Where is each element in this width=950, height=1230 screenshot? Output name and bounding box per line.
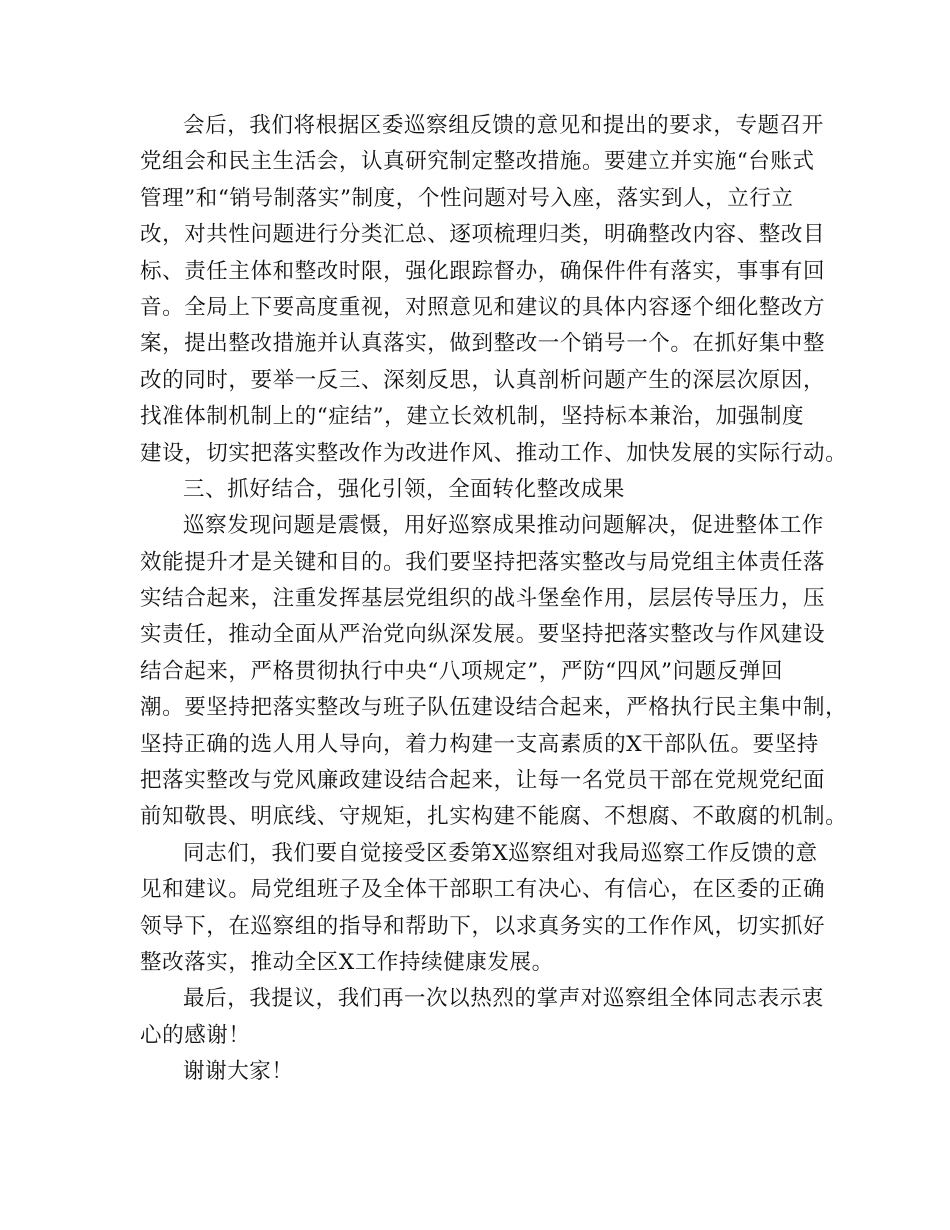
text-line: 案，提出整改措施并认真落实，做到整改一个销号一个。在抓好集中整	[140, 331, 826, 357]
text-line: 标、责任主体和整改时限，强化跟踪督办，确保件件有落实，事事有回	[140, 258, 826, 284]
text-line: 心的感谢！	[140, 1022, 251, 1048]
text-line: 改的同时，要举一反三、深刻反思，认真剖析问题产生的深层次原因，	[140, 367, 826, 393]
text-line: 见和建议。局党组班子及全体干部职工有决心、有信心，在区委的正确	[140, 877, 826, 903]
document-body	[140, 108, 848, 1091]
text-line: 巡察发现问题是震慑，用好巡察成果推动问题解决，促进整体工作	[183, 513, 824, 539]
section-heading: 三、抓好结合，强化引领，全面转化整改成果	[183, 476, 626, 502]
closing-line: 谢谢大家！	[183, 1059, 294, 1085]
text-line: 最后，我提议，我们再一次以热烈的掌声对巡察组全体同志表示衷	[183, 986, 824, 1012]
text-line: 党组会和民主生活会，认真研究制定整改措施。要建立并实施“台账式	[140, 149, 815, 175]
text-line: 管理”和“销号制落实”制度，个性问题对号入座，落实到人，立行立	[140, 185, 794, 211]
text-line: 潮。要坚持把落实整改与班子队伍建设结合起来，严格执行民主集中制，	[140, 695, 848, 721]
text-line: 实责任，推动全面从严治党向纵深发展。要坚持把落实整改与作风建设	[140, 622, 826, 648]
text-line: 改，对共性问题进行分类汇总、逐项梳理归类，明确整改内容、整改目	[140, 222, 826, 248]
text-line: 建设，切实把落实整改作为改进作风、推动工作、加快发展的实际行动。	[140, 440, 848, 466]
text-line: 坚持正确的选人用人导向，着力构建一支高素质的X干部队伍。要坚持	[140, 731, 819, 757]
text-line: 音。全局上下要高度重视，对照意见和建议的具体内容逐个细化整改方	[140, 294, 826, 320]
text-line: 领导下，在巡察组的指导和帮助下，以求真务实的工作作风，切实抓好	[140, 913, 826, 939]
text-line: 实结合起来，注重发挥基层党组织的战斗堡垒作用，层层传导压力，压	[140, 586, 826, 612]
text-line: 前知敬畏、明底线、守规矩，扎实构建不能腐、不想腐、不敢腐的机制。	[140, 804, 848, 830]
text-line: 同志们，我们要自觉接受区委第X巡察组对我局巡察工作反馈的意	[183, 840, 818, 866]
text-line: 把落实整改与党风廉政建设结合起来，让每一名党员干部在党规党纪面	[140, 768, 826, 794]
text-line: 效能提升才是关键和目的。我们要坚持把落实整改与局党组主体责任落	[140, 549, 826, 575]
text-line: 整改落实，推动全区X工作持续健康发展。	[140, 949, 554, 975]
text-line: 结合起来，严格贯彻执行中央“八项规定”，严防“四风”问题反弹回	[140, 658, 784, 684]
text-line: 会后，我们将根据区委巡察组反馈的意见和提出的要求，专题召开	[183, 113, 824, 138]
text-line: 找准体制机制上的“症结”，建立长效机制，坚持标本兼治，加强制度	[140, 404, 805, 430]
